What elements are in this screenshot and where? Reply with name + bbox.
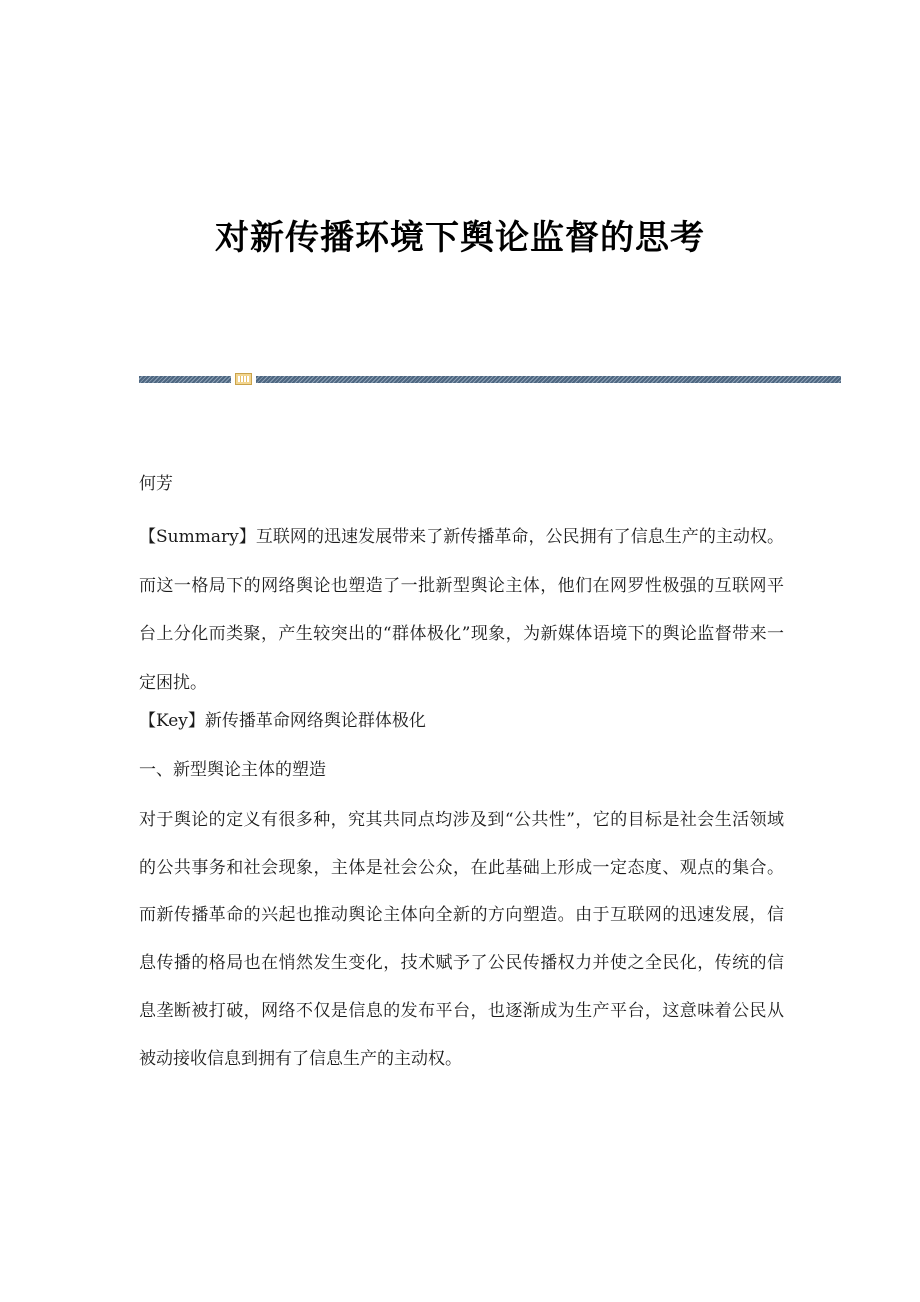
key-label: 【Key】 <box>139 711 205 731</box>
summary-text: 互联网的迅速发展带来了新传播革命，公民拥有了信息生产的主动权。而这一格局下的网络舆论也塑造了一批新型舆论主体，他们在网罗性极强的互联网平台上分化而类聚，产生较突出的“群体极化”现象，为新媒体语境下的舆论监督带来一定困扰。 <box>139 527 785 693</box>
section-heading: 一、新型舆论主体的塑造 <box>139 760 326 780</box>
divider-bar-left <box>139 376 231 383</box>
section-body: 对于舆论的定义有很多种，究其共同点均涉及到“公共性”，它的目标是社会生活领域的公共事务和社会现象，主体是社会公众，在此基础上形成一定态度、观点的集合。而新传播革命的兴起也推动舆论主体向全新的方向塑造。由于互联网的迅速发展，信息传播的格局也在悄然发生变化，技术赋予了公民传播权力并使之全民化，传统的信息垄断被打破，网络不仅是信息的发布平台，也逐渐成为生产平台，这意味着公民从被动接收信息到拥有了信息生产的主动权。 <box>139 810 784 1069</box>
summary-label: 【Summary】 <box>139 527 256 547</box>
document-title: 对新传播环境下舆论监督的思考 <box>215 218 705 258</box>
title-divider <box>139 373 841 385</box>
key-text: 新传播革命网络舆论群体极化 <box>204 711 426 731</box>
document-body <box>139 468 784 1100</box>
keywords-paragraph <box>139 705 784 737</box>
summary-paragraph <box>139 513 784 707</box>
divider-ornament-icon <box>235 373 252 385</box>
divider-bar-right <box>256 376 841 383</box>
author-name: 何芳 <box>139 474 173 494</box>
